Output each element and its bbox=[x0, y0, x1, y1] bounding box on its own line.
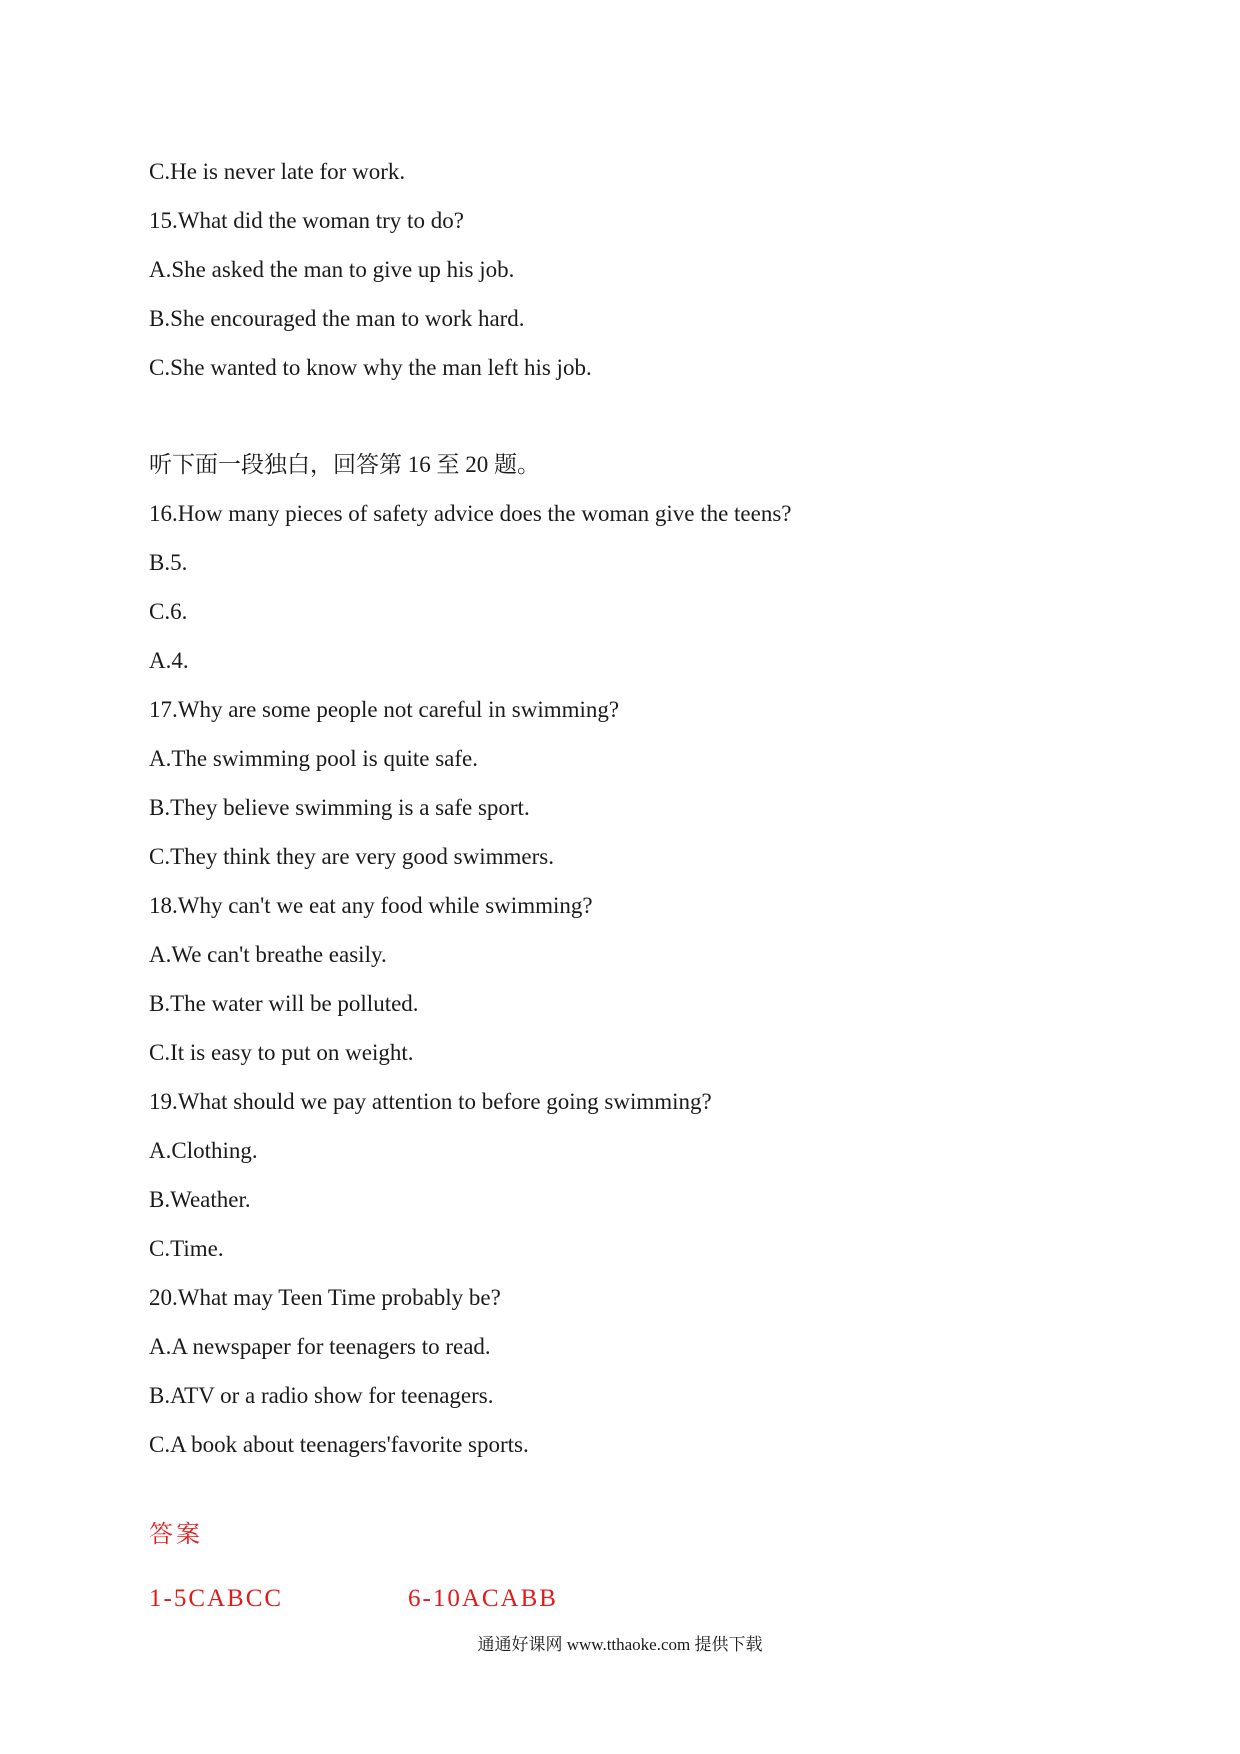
answer-heading: 答案 bbox=[149, 1522, 203, 1548]
option-17b: B.They believe swimming is a safe sport. bbox=[149, 795, 530, 820]
option-15b: B.She encouraged the man to work hard. bbox=[149, 306, 525, 331]
section-instruction: 听下面一段独白，回答第 16 至 20 题。 bbox=[149, 452, 540, 477]
option-15a: A.She asked the man to give up his job. bbox=[149, 257, 515, 282]
question-19: 19.What should we pay attention to before going swimming? bbox=[149, 1089, 712, 1114]
option-20b: B.ATV or a radio show for teenagers. bbox=[149, 1383, 494, 1408]
option-18b: B.The water will be polluted. bbox=[149, 991, 419, 1016]
question-20: 20.What may Teen Time probably be? bbox=[149, 1285, 501, 1310]
answer-group-6-10: 6-10ACABB bbox=[408, 1585, 558, 1612]
option-20a: A.A newspaper for teenagers to read. bbox=[149, 1334, 491, 1359]
question-18: 18.Why can't we eat any food while swimming? bbox=[149, 893, 593, 918]
question-17: 17.Why are some people not careful in swimming? bbox=[149, 697, 620, 722]
option-17a: A.The swimming pool is quite safe. bbox=[149, 746, 478, 771]
question-16: 16.How many pieces of safety advice does the woman give the teens? bbox=[149, 501, 792, 526]
question-15: 15.What did the woman try to do? bbox=[149, 208, 464, 233]
option-18c: C.It is easy to put on weight. bbox=[149, 1040, 414, 1065]
option-15c: C.She wanted to know why the man left his job. bbox=[149, 355, 592, 380]
option-16a: A.4. bbox=[149, 648, 189, 673]
option-20c: C.A book about teenagers'favorite sports. bbox=[149, 1432, 529, 1457]
option-16b: B.5. bbox=[149, 550, 188, 575]
answer-group-1-5: 1-5CABCC bbox=[149, 1585, 284, 1612]
option-14c: C.He is never late for work. bbox=[149, 159, 406, 184]
option-19a: A.Clothing. bbox=[149, 1138, 258, 1163]
page-footer: 通通好课网 www.tthaoke.com 提供下载 bbox=[477, 1635, 763, 1654]
option-19b: B.Weather. bbox=[149, 1187, 251, 1212]
option-17c: C.They think they are very good swimmers. bbox=[149, 844, 554, 869]
option-18a: A.We can't breathe easily. bbox=[149, 942, 387, 967]
option-19c: C.Time. bbox=[149, 1236, 224, 1261]
option-16c: C.6. bbox=[149, 599, 188, 624]
